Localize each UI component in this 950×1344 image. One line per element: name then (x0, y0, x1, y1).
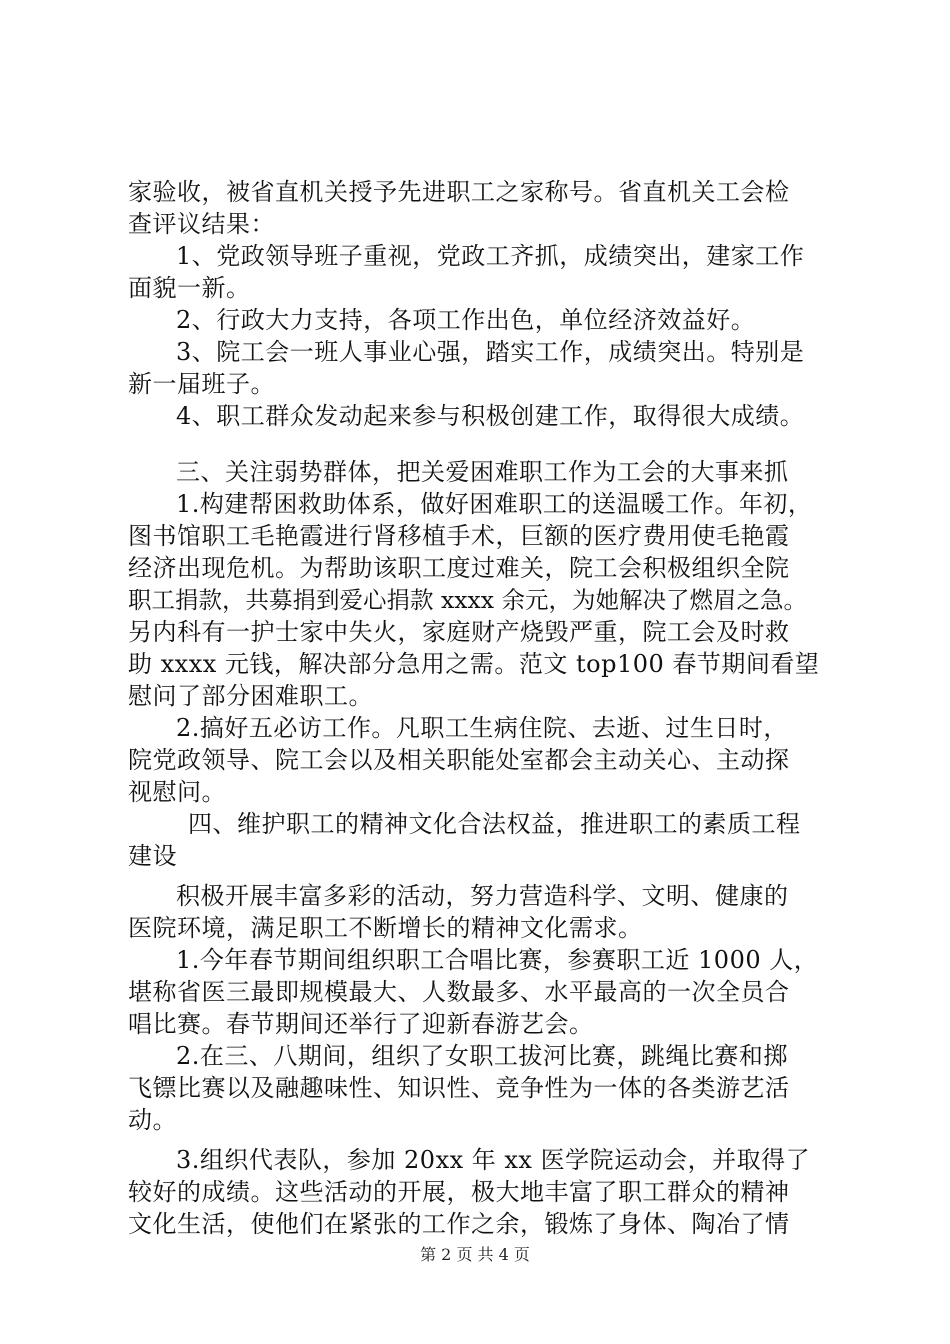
section-heading-3: 三、关注弱势群体，把关爱困难职工作为工会的大事来抓 (176, 458, 789, 486)
paragraph-start: 1.今年春节期间组织职工合唱比赛，参赛职工近 1000 人， (176, 946, 819, 974)
text-line: 慰问了部分困难职工。 (128, 682, 373, 710)
text-line: 图书馆职工毛艳霞进行肾移植手术，巨额的医疗费用使毛艳霞 (128, 522, 790, 550)
text-line: 飞镖比赛以及融趣味性、知识性、竞争性为一体的各类游艺活 (128, 1074, 790, 1102)
text-line: 助 xxxx 元钱，解决部分急用之需。范文 top100 春节期间看望 (128, 650, 820, 678)
text-line: 经济出现危机。为帮助该职工度过难关，院工会积极组织全院 (128, 554, 790, 582)
section-heading-4: 四、维护职工的精神文化合法权益，推进职工的素质工程 (188, 810, 801, 838)
paragraph-start: 3.组织代表队，参加 20xx 年 xx 医学院运动会，并取得了 (176, 1146, 811, 1174)
list-item-4: 4、职工群众发动起来参与积极创建工作，取得很大成绩。 (176, 402, 805, 430)
text-line: 唱比赛。春节期间还举行了迎新春游艺会。 (128, 1010, 594, 1038)
text-line: 医院环境，满足职工不断增长的精神文化需求。 (128, 914, 643, 942)
paragraph-start: 积极开展丰富多彩的活动，努力营造科学、文明、健康的 (176, 882, 789, 910)
text-line: 院党政领导、院工会以及相关职能处室都会主动关心、主动探 (128, 746, 790, 774)
text-line: 视慰问。 (128, 778, 226, 806)
text-line: 职工捐款，共募捐到爱心捐款 xxxx 余元，为她解决了燃眉之急。 (128, 586, 807, 614)
text-line: 较好的成绩。这些活动的开展，极大地丰富了职工群众的精神 (128, 1178, 790, 1206)
text-line: 新一届班子。 (128, 370, 275, 398)
text-line: 动。 (128, 1106, 177, 1134)
text-line: 文化生活，使他们在紧张的工作之余，锻炼了身体、陶冶了情 (128, 1210, 790, 1238)
text-line: 堪称省医三最即规模最大、人数最多、水平最高的一次全员合 (128, 978, 790, 1006)
text-line: 建设 (128, 842, 177, 870)
paragraph-start: 2.在三、八期间，组织了女职工拔河比赛，跳绳比赛和掷 (176, 1042, 788, 1070)
list-item-2: 2、行政大力支持，各项工作出色，单位经济效益好。 (176, 306, 756, 334)
page-number-footer: 第 2 页 共 4 页 (420, 1245, 530, 1264)
list-item-3: 3、院工会一班人事业心强，踏实工作，成绩突出。特别是 (176, 338, 805, 366)
paragraph-start: 2.搞好五必访工作。凡职工生病住院、去逝、过生日时， (176, 714, 788, 742)
paragraph-start: 1.构建帮困救助体系，做好困难职工的送温暖工作。年初， (176, 490, 813, 518)
text-line: 家验收，被省直机关授予先进职工之家称号。省直机关工会检 (128, 178, 790, 206)
text-line: 另内科有一护士家中失火，家庭财产烧毁严重，院工会及时救 (128, 618, 790, 646)
text-line: 查评议结果： (128, 210, 275, 238)
text-line: 面貌一新。 (128, 274, 251, 302)
list-item-1: 1、党政领导班子重视，党政工齐抓，成绩突出，建家工作 (176, 242, 805, 270)
